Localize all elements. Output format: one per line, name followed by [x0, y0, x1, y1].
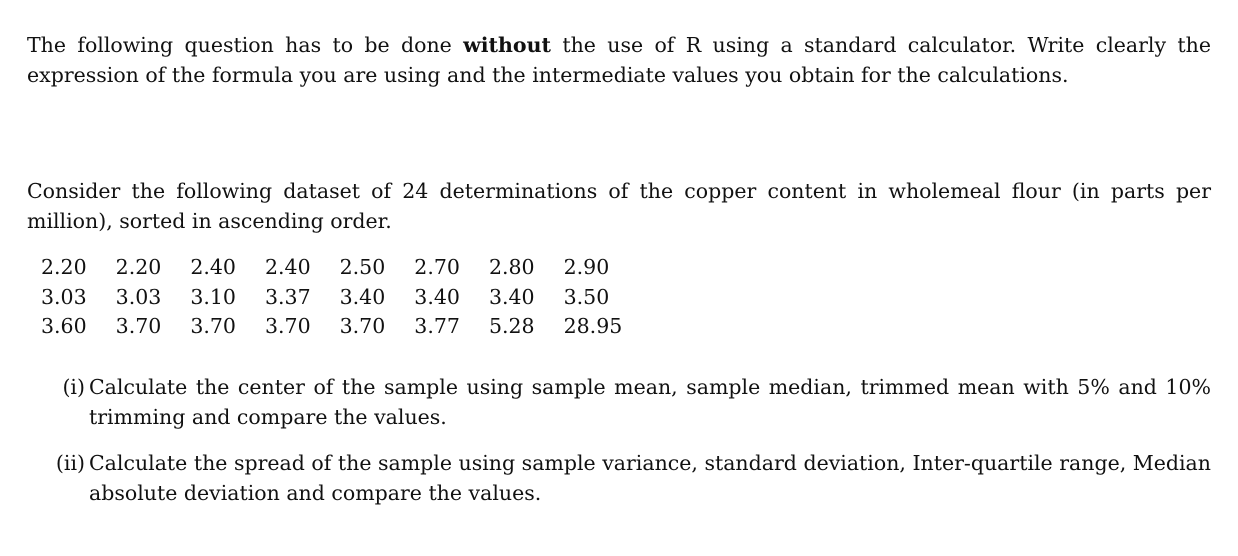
question-text: Calculate the center of the sample using sample mean, sample median, trimmed mean with 5% and 10% trimming and compare the values.	[89, 374, 1211, 429]
dataset-value: 2.20	[41, 255, 87, 279]
dataset-value: 3.40	[488, 284, 535, 309]
instructions-paragraph	[27, 30, 1211, 90]
dataset-value: 3.40	[339, 284, 386, 309]
dataset-value: 3.50	[563, 284, 610, 309]
question-number: (i)	[62, 374, 85, 399]
dataset-value: 2.50	[339, 255, 386, 279]
dataset-value: 2.40	[264, 255, 311, 279]
dataset-table	[41, 253, 651, 342]
question-item	[27, 372, 1211, 432]
dataset-value: 3.37	[264, 284, 311, 309]
dataset-value: 3.77	[414, 314, 460, 338]
dataset-value: 3.10	[190, 284, 236, 309]
dataset-value: 3.60	[41, 314, 87, 338]
question-text: Calculate the spread of the sample using sample variance, standard deviation, Inter-quartile range, Median absolute deviation and compare the values.	[89, 450, 1211, 505]
dataset-value: 2.80	[488, 255, 535, 279]
dataset-description: Consider the following dataset of 24 determinations of the copper content in wholemeal flour (in parts per million), sorted in ascending order.	[27, 179, 1211, 233]
question-item	[27, 448, 1211, 508]
instructions-bold-word: without	[463, 33, 551, 57]
dataset-value: 3.70	[339, 314, 386, 338]
dataset-value: 2.40	[190, 255, 236, 279]
dataset-value: 2.70	[414, 255, 460, 279]
dataset-value: 3.70	[264, 314, 311, 338]
dataset-value: 5.28	[488, 314, 535, 338]
dataset-value: 3.03	[41, 284, 87, 309]
document-page	[27, 30, 1211, 508]
dataset-value: 28.95	[563, 314, 623, 338]
dataset-value: 2.90	[563, 255, 610, 279]
dataset-row	[41, 312, 651, 342]
dataset-value: 3.03	[115, 284, 162, 309]
dataset-value: 3.70	[190, 314, 236, 338]
dataset-value: 3.70	[115, 314, 162, 338]
dataset-value: 3.40	[414, 284, 460, 309]
dataset-row	[41, 253, 651, 283]
question-number: (ii)	[55, 450, 85, 475]
dataset-row	[41, 283, 651, 313]
instructions-prefix: The following question has to be done	[27, 33, 464, 57]
dataset-value: 2.20	[115, 255, 162, 279]
instructions-suffix: the use of R using a standard calculator. Write clearly the expression of the formula you are using and the intermediate values you obtain for the calculations.	[27, 33, 1211, 87]
